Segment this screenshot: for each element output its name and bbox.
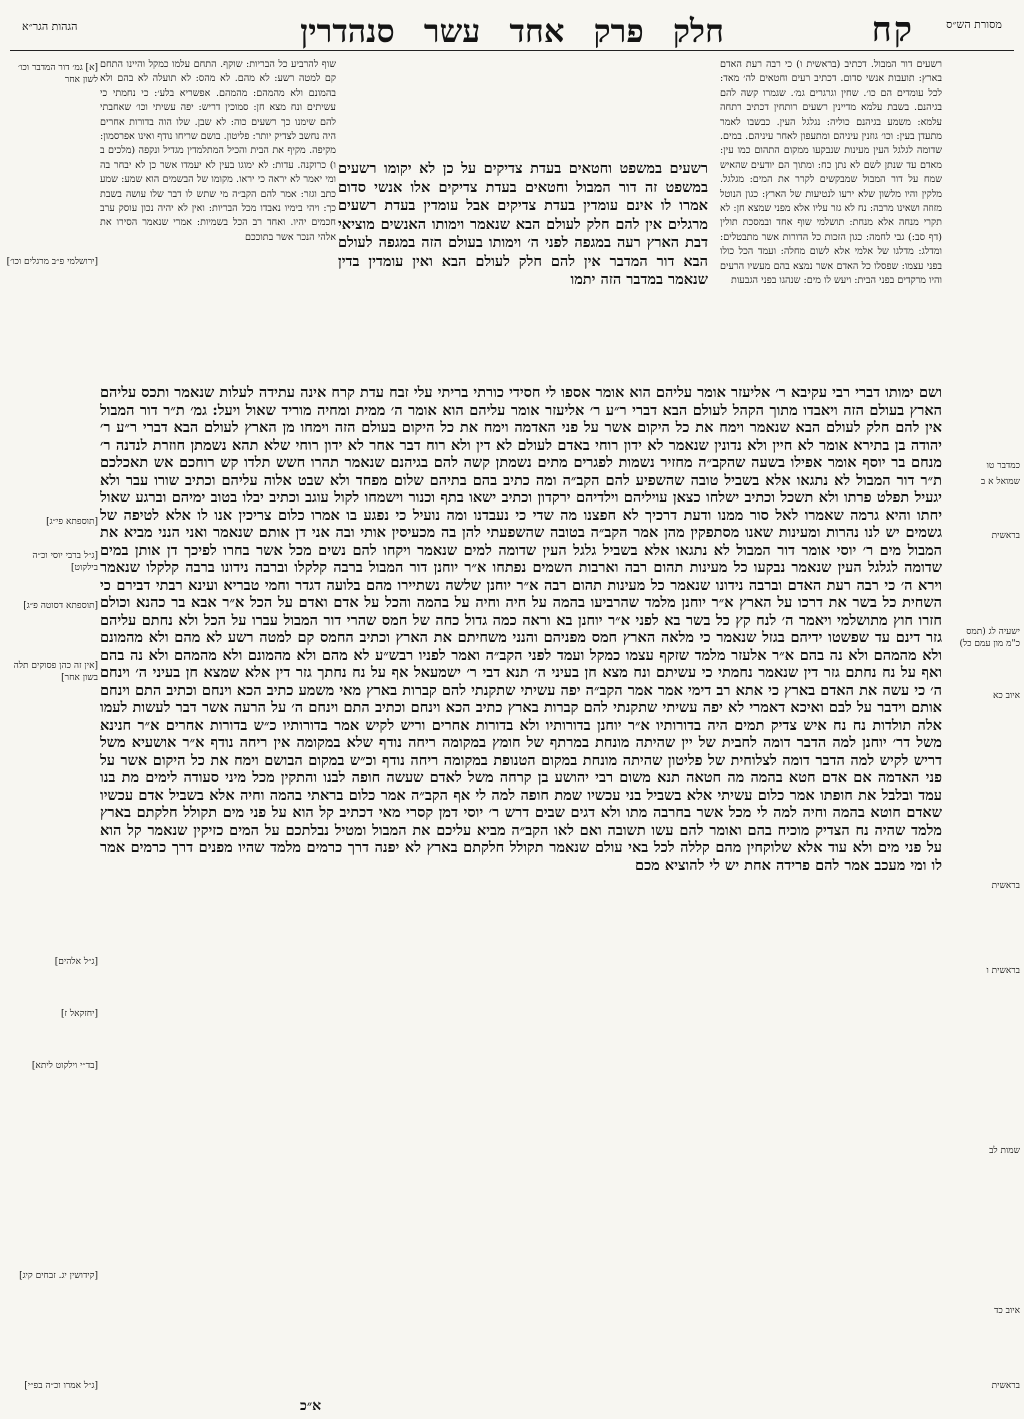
margin-note: [קידושין יג. זבחים קיג] [19,1271,98,1281]
gemara-mishnah-block: רשעים במשפט וחטאים בעדת צדיקים על כן לא יקומו רשעים במשפט זה דור המבול וחטאים בעדת צדיקים אלו אנשי סדום אמרו לו אינם עומדין בעדת צדיקים אבל עומדין בעדת רשעים מרגלים אין להם חלק לעולם הבא שנאמר וימותו האנשים מוציאי דבת הארץ רעה במגפה לפני ה׳ וימותו בעולם הזה במגפה לעולם הבא דור המדבר אין להם חלק לעולם הבא ואין עומדין בדין שנאמר במדבר הזה יתמו [338,160,708,288]
margin-note: [ג״ל אמרו וכ״ה בפ״י] [24,1381,98,1391]
margin-note: בראשית ו [986,966,1020,976]
margin-note: [יחזקאל ז] [60,1009,98,1019]
header-rule [10,50,1014,51]
margin-note: [תוספתא פי״ג] [46,517,98,527]
margin-note: בראשית [991,531,1020,541]
margin-note: בראשית [991,881,1020,891]
margin-note: ישעיה לג (תמס כ"מ מון עמם כל) [959,627,1020,649]
margin-note: כמדבר טו [986,461,1020,471]
right-margin-notes [950,60,1020,1410]
left-margin-notes [6,60,98,1410]
margin-note: [ירושלמי פ״ב מרגלים וכו׳] [6,257,98,267]
margin-note: [בד״י וילקוט ליתא] [31,1061,98,1071]
margin-note: שמות לב [989,1146,1020,1156]
gemara-main-text: ושם ימותו דברי רבי עקיבא ר׳ אליעזר אומר עליהם הוא אומר אספו לי חסידי כורתי בריתי עלי זבח עדת קרח אינה עתידה לעלות שנאמר ותכס עליהם הארץ בעולם הזה ויאבדו מתוך הקהל לעולם הבא דברי ר״ע ר׳ אליעזר אומר עליהם הוא אומר ה׳ ממית ומחיה מוריד שאול ויעל: גמ׳ ת״ר דור המבול אין להם חלק לעולם הבא שנאמר וימח את כל היקום אשר על פני האדמה וימח את כל היקום בעולם הזה וימחו מן הארץ לעולם הבא דברי ר״ע ר׳ יהודה בן בתירא אומר לא חיין ולא נדונין שנאמר לא ידון רוחי באדם לעולם לא דין ולא רוח דבר אחר לא ידון רוחי שלא תהא נשמתן חוזרת לנדנה ר׳ מנחם בר יוסף אומר אפילו בשעה שהקב״ה מחזיר נשמות לפגרים מתים נשמתן קשה להם בגיהנם שנאמר תהרו חשש תלדו קש רוחכם אש תאכלכם ת״ר דור המבול לא נתגאו אלא בשביל טובה שהשפיע להם הקב״ה ומה כתיב בהם בתיהם שלום מפחד ולא שבט אלוה עליהם וכתיב שורו עבר ולא יגעיל תפלט פרתו ולא תשכל וכתיב ישלחו כצאן עויליהם וילדיהם ירקדון וכתיב ישאו בתף וכנור וישמחו לקול עוגב וכתיב יבלו בטוב ימיהם וברגע שאול יחתו והיא גרמה שאמרו לאל סור ממנו ודעת דרכיך לא חפצנו מה שדי כי נעבדנו ומה נועיל כי נפגע בו אמרו כלום צריכין אנו לו אלא לטיפה של גשמים יש לנו נהרות ומעינות שאנו מסתפקין מהן אמר הקב״ה בטובה שהשפעתי להן בה מכעיסין אותי ובה אני דן אותם שנאמר ואני הנני מביא את המבול מים ר׳ יוסי אומר דור המבול לא נתגאו אלא בשביל גלגל העין שדומה למים שנאמר ויקחו להם נשים מכל אשר בחרו לפיכך דן אותן במים שדומה לגלגל העין שנאמר נבקעו כל מעינות תהום רבה וארבות השמים נפתחו א״ר יוחנן דור המבול ברבה קלקלו וברבה נידונו ברבה קלקלו שנאמר וירא ה׳ כי רבה רעת האדם וברבה נידונו שנאמר כל מעינות תהום רבה א״ר יוחנן שלשה נשתיירו מהם בלועה דגדר וחמי טבריא ועינא רבתי דבירם כי השחית כל בשר את דרכו על הארץ א״ר יוחנן מלמד שהרביעו בהמה על חיה וחיה על בהמה והכל על אדם ואדם על הכל א״ר אבא בר כהנא וכולם חזרו חוץ מתושלמי ויאמר ה׳ לנח קץ כל בשר בא לפני א״ר יוחנן בא וראה כמה גדול כחה של חמס שהרי דור המבול עברו על הכל ולא נחתם עליהם גזר דינם עד שפשטו ידיהם בגזל שנאמר כי מלאה הארץ חמס מפניהם והנני משחיתם את הארץ וכתיב החמס קם למטה רשע לא מהם ולא מהמונם ולא מהמהם ולא נה בהם א״ר אלעזר מלמד שזקף עצמו כמקל ועמד לפני הקב״ה ואמר לפניו רבש״ע לא מהם ולא מהמונם ולא מהמהם ולא נה בהם ואף על נח נחתם גזר דין שנאמר נחמתי כי עשיתם ונח מצא חן בעיני ה׳ תנא דבי ר׳ ישמעאל אף על נח נחתך גזר דין אלא שמצא חן בעיני ה׳ וינחם ה׳ כי עשה את האדם בארץ כי אתא רב דימי אמר אמר הקב״ה יפה עשיתי שתקנתי להם קברות בארץ מאי משמע כתיב הכא וינחם וכתיב התם וינחם אותם וידבר על לבם ואיכא דאמרי לא יפה עשיתי שתקנתי להם קברות בארץ כתיב הכא וינחם וכתיב התם וינחם ה׳ על הרעה אשר דבר לעשות לעמו אלה תולדות נח נח איש צדיק תמים היה בדורותיו א״ר יוחנן בדורותיו ולא בדורות אחרים וריש לקיש אמר בדורותיו כ״ש בדורות אחרים א״ר חנינא משל דר׳ יוחנן למה הדבר דומה לחבית של יין שהיתה מונחת במרתף של חומץ במקומה ריחה נודף שלא במקומה אין ריחה נודף א״ר אושעיא משל דריש לקיש למה הדבר דומה לצלוחית של פליטון שהיתה מונחת במקום הטנופת במקומה ריחה נודף וכ״ש במקום הבושם וימח את כל היקום אשר על פני האדמה אם אדם חטא בהמה מה חטאה תנא משום רבי יהושע בן קרחה משל לאדם שעשה חופה לבנו והתקין מכל מיני סעודה לימים מת בנו עמד ובלבל את חופתו אמר כלום עשיתי אלא בשביל בני עכשיו שמת חופה למה לי אף הקב״ה אמר כלום בראתי בהמה וחיה אלא בשביל אדם עכשיו שאדם חוטא בהמה וחיה למה לי מכל אשר בחרבה מתו ולא דגים שבים דרש ר׳ יוסי דמן קסרי מאי דכתיב קל הוא על פני מים תקולל חלקתם בארץ מלמד שהיה נח הצדיק מוכיח בהם ואומר להם עשו תשובה ואם לאו הקב״ה מביא עליכם את המבול ומטיל נבלתכם על המים כזיקין שנאמר קל הוא על פני מים ולא עוד אלא שלוקחין מהם קללה לכל באי עולם שנאמר תקולל חלקתם בארץ לא יפנה דרך כרמים מלמד שהיו מפנים דרך כרמים אמר לו ומי מעכב אמר להם פרידה אחת יש לי להוציא מכם [100,384,942,874]
margin-note: [תוספתא דסוטה פ״ג] [23,601,98,611]
daf-number: קח [871,10,914,50]
tractate-name: סנהדרין [300,12,395,50]
margin-note: איוב כא [992,691,1020,701]
margin-note: [ג״ל אלהים] [54,957,98,967]
tosafot-commentary: שוף להרביע כל הבריות: שוקף. התחם עלמו כמקל והיינו התחם קם למטה רשע: לא מהם. לא מהס: לא תועלה לא בהם ולא בהמונם ולא מהמהם: מהמהם. אפשריא בלע׳: כי נחמתי כי עשיתים ונח מצא חן: סמוכין דריש: יפה עשיתי וכו׳ שאחבתי להם שימנו כך רשעים כוה: לא שבן. שלו הוה בדורות אחרים היה נחשב לצדיק יותר: פליטון. בושם שריחו נודף ואינו אפרסמון: מקיפה. מקיף את הבית והכיל המתלמדין מגדיל ונקפה (מלכים ב ו) כרוקנה. עדות: לא ימוגו בעין לא יעמדו אשר כן לא יבחר בה ומי יאמר לא יראה כי יראו. מקומו של הבשמים הוא שמע: שמע כתב וגזר: אמר להם הקב״ה מי שתש לו דבר שלו עושה בשבת כך: ויהי בימיו נאבדו מכל הבריות: ואין לא יהיה נכון עוסק ערב חכמים יהיו. ואחד רב הכל בשמיות: אמרי שנאמר הסירו את אלהי הנכר אשר בתוככם [100,59,336,243]
chapter-word: פרק [593,12,644,50]
chapter-title [10,12,1014,50]
gra-notes-label: הגהות הגר״א [22,20,78,33]
margin-note: שמואל א ב [980,477,1020,487]
margin-note: [א] גמ׳ דור המדבר וכו׳ לשון אחר [18,63,98,85]
margin-note: איוב כד [994,1306,1020,1316]
chapter-name: חלק [672,12,724,50]
daf-end-marker: א״כ [300,1398,322,1414]
rashi-commentary: רשעים דור המבול. דכתיב (בראשית ו) כי רבה רעת האדם בארץ: תועבות אנשי סדום. דכתיב רעים וחטאים לה׳ מאד: לכל עומדים הם כו׳. שחין וגרגרים גמ׳. שגמרו קשה להם בגיהנם. בשבת עלמא מדיינין רשעים רותחין דכתיב רתחה עלמא: משמע בגיהנם כוליה: נגלגל העין. כבשבו לאמר מתעדן בעין: וכו׳ גוזנין עיניהם ומתעפון לאחר עיניהם. במים. שדומה לגלגל העין מעינות שנבקעו ממקום התהום כמו עין: מאדם עד שנתן לשם לא נתן כח: ומתוך הם יודעים שהאיש שמח על דור המבול שמבקשים לקרר את המים: מגלגל. מלקין והיו מלשון שלא ירעו לנטיעות של הארץ: כגון הנוטל מזוזה ושאינו מרבה: נח לא גזר עליו אלא מפני שמצא חן: לא תקרי מנחה אלא מנחת: תושלמי שוף אחד ובמסכת תולין (דף סב:) גבי לחמה: כגון הזכות כל הדורות אשר מתבטלים: ומדלג: מדלגו של אלמי אלא לשום מחלה: ועמד הכל כולו בפני עצמו: שפסלו כל האדם אשר נמצא בהם מעשיו הרעים והיו מרקדים בפני הבית: ויעש לו מים: שנהגו בפני הגבעות [720,59,942,287]
chapter-number: אחד עשר [423,12,565,50]
page-header [10,8,1014,48]
margin-note: בראשית [991,1381,1020,1391]
masoret-hashas-label: מסורת הש״ס [946,18,1002,31]
margin-note: [אין זה כהן פסוקים תלה בשון אחר] [13,661,98,683]
margin-note: [ג״ל ברבי יוסי וכ״ה בילקוט] [32,551,98,573]
